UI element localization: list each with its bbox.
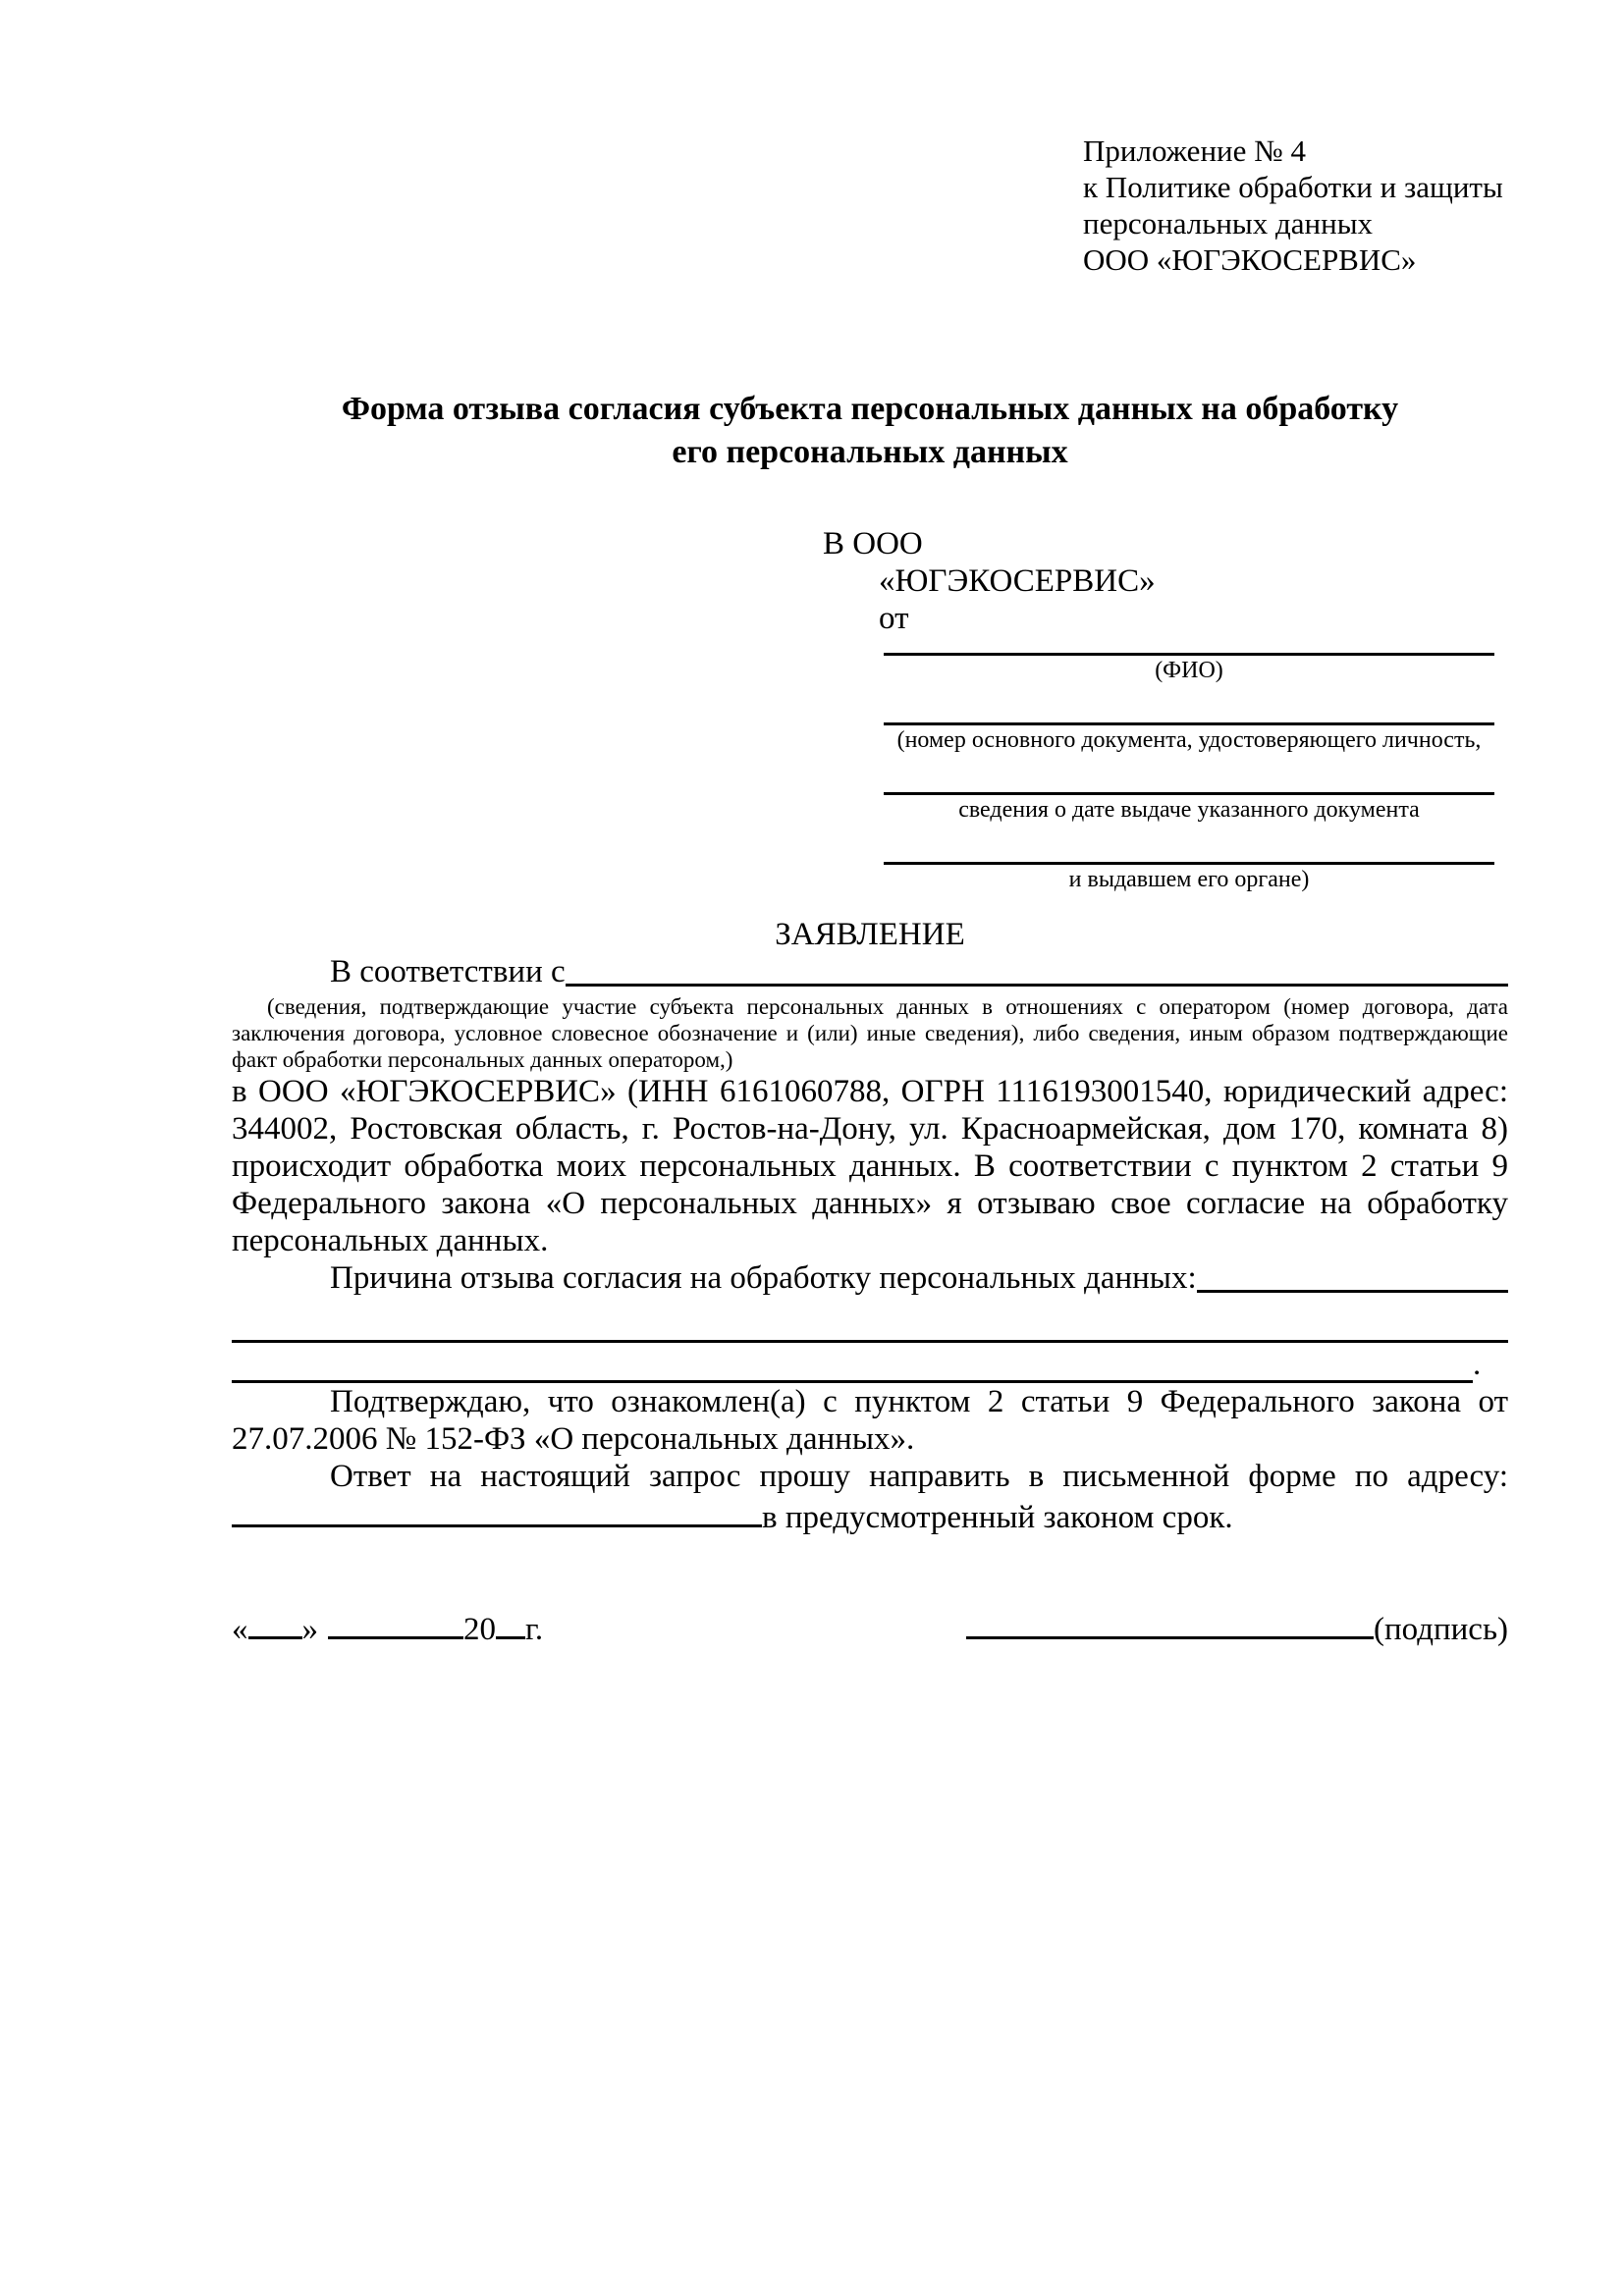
reply-address-line (232, 1495, 1508, 1536)
year-blank-line (496, 1607, 525, 1639)
document-number-caption: (номер основного документа, удостоверяющего личность, (896, 727, 1482, 753)
issuing-authority-caption: и выдавшем его органе) (1068, 867, 1310, 892)
date-close-quote: » (301, 1612, 318, 1647)
reason-continuation-line-2 (232, 1343, 1473, 1383)
annex-reference-block (1083, 133, 1508, 278)
statement-heading: ЗАЯВЛЕНИЕ (775, 917, 965, 952)
fine-print-note: (сведения, подтверждающие участие субъекта персональных данных в отношениях с оператором (номер договора, дата заключения договора, условное словесное обозначение и (или) иные сведения), либо сведения, иным образом подтверждающие факт обработки персональных данных оператором,) (232, 994, 1508, 1072)
reason-blank-line (1197, 1259, 1508, 1293)
date-open-quote: « (232, 1612, 248, 1647)
issuing-authority-blank-line (884, 846, 1494, 865)
fio-caption: (ФИО) (1155, 658, 1223, 683)
signature-caption: (подпись) (1374, 1612, 1508, 1647)
confirmation-paragraph: Подтверждаю, что ознакомлен(а) с пунктом 2 статьи 9 Федерального закона от 27.07.2006 № 152-ФЗ «О персональных данных». (232, 1384, 1508, 1457)
intro-blank-line (566, 953, 1508, 987)
addressee-block (823, 525, 1510, 894)
reason-continuation-line-2-row (232, 1343, 1508, 1383)
addressee-fields (884, 637, 1494, 894)
issue-date-blank-line (884, 776, 1494, 795)
reason-period: . (1473, 1347, 1482, 1382)
document-number-field (884, 707, 1494, 755)
annex-line: к Политике обработки и защиты (1083, 170, 1503, 204)
reason-continuation-line-1 (232, 1303, 1508, 1343)
addressee-to: В ООО (823, 526, 923, 561)
addressee-org: «ЮГЭКОСЕРВИС» (879, 563, 1156, 599)
reason-line (232, 1259, 1508, 1297)
year-prefix: 20 (463, 1612, 496, 1647)
annex-line: персональных данных (1083, 206, 1374, 240)
reply-suffix: в предусмотренный законом срок. (762, 1500, 1233, 1535)
document-title (232, 388, 1508, 474)
issuing-authority-field (884, 846, 1494, 894)
reply-request-line: Ответ на настоящий запрос прошу направить в письменной форме по адресу: (330, 1459, 1508, 1494)
signature-block (966, 1607, 1508, 1648)
date-block (232, 1607, 543, 1648)
signature-blank-line (966, 1607, 1374, 1639)
intro-prefix: В соответствии с (330, 954, 566, 989)
day-blank-line (248, 1607, 302, 1639)
document-number-blank-line (884, 707, 1494, 725)
document-title-line2: его персональных данных (672, 434, 1068, 470)
month-blank-line (328, 1607, 463, 1639)
annex-line: Приложение № 4 (1083, 133, 1306, 168)
fio-field (884, 637, 1494, 685)
intro-line (232, 953, 1508, 990)
document-title-line1: Форма отзыва согласия субъекта персональных данных на обработку (341, 391, 1399, 427)
statement-body-paragraph: в ООО «ЮГЭКОСЕРВИС» (ИНН 6161060788, ОГРН 1116193001540, юридический адрес: 344002, Ростовская область, г. Ростов-на-Дону, ул. Красноармейская, дом 170, комната 8) происходит обработка моих персональных данных. В соответствии с пунктом 2 статьи 9 Федерального закона «О персональных данных» я отзываю свое согласие на обработку персональных данных. (232, 1074, 1508, 1258)
year-suffix: г. (525, 1612, 544, 1647)
annex-line: ООО «ЮГЭКОСЕРВИС» (1083, 242, 1417, 277)
reason-prefix: Причина отзыва согласия на обработку персональных данных: (330, 1260, 1197, 1296)
issue-date-caption: сведения о дате выдаче указанного документа (958, 797, 1420, 823)
fio-blank-line (884, 637, 1494, 656)
addressee-from: от (879, 601, 909, 636)
address-blank-line (232, 1495, 762, 1527)
issue-date-field (884, 776, 1494, 825)
date-signature-row (232, 1607, 1508, 1648)
